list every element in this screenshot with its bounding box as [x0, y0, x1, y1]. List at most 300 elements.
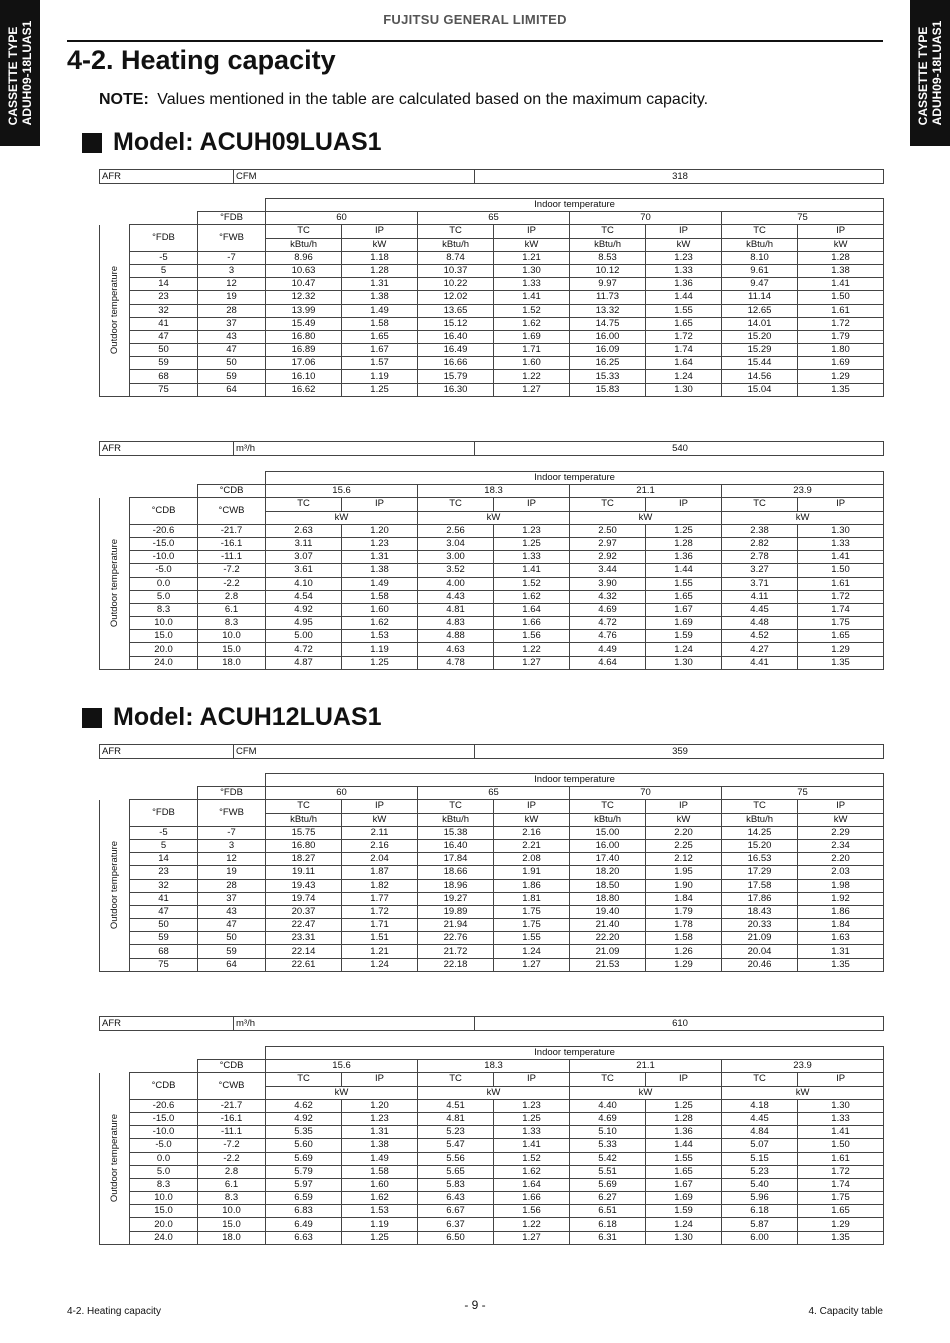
outdoor-wb-cell: 15.0 — [198, 643, 266, 656]
tc-value: 14.01 — [722, 317, 798, 330]
ip-header: IP — [798, 800, 884, 813]
ip-value: 1.55 — [646, 577, 722, 590]
unit: kW — [266, 511, 418, 524]
tc-value: 4.51 — [418, 1099, 494, 1112]
ip-value: 1.19 — [342, 1218, 418, 1231]
ip-value: 1.60 — [342, 1178, 418, 1191]
tc-value: 4.72 — [266, 643, 342, 656]
table-row — [100, 1152, 884, 1165]
outdoor-wb-cell: 59 — [198, 945, 266, 958]
outdoor-wb-cell: 10.0 — [198, 630, 266, 643]
outdoor-temperature-label: Outdoor temperature — [108, 266, 120, 355]
ip-value: 1.41 — [494, 1139, 570, 1152]
tc-value: 4.76 — [570, 630, 646, 643]
ip-value: 1.91 — [494, 866, 570, 879]
tc-value: 17.40 — [570, 853, 646, 866]
tc-value: 17.06 — [266, 357, 342, 370]
ip-value: 2.20 — [646, 826, 722, 839]
ip-header: IP — [494, 800, 570, 813]
tc-value: 8.96 — [266, 251, 342, 264]
model-name: Model: ACUH09LUAS1 — [113, 128, 382, 156]
ip-value: 1.27 — [494, 1231, 570, 1244]
tc-value: 20.46 — [722, 958, 798, 971]
outdoor-wb-cell: 28 — [198, 304, 266, 317]
ip-value: 1.33 — [646, 264, 722, 277]
ip-value: 1.58 — [646, 932, 722, 945]
tc-ip-row — [100, 225, 884, 238]
ip-header: IP — [798, 1073, 884, 1086]
tc-value: 9.61 — [722, 264, 798, 277]
ip-value: 1.67 — [646, 603, 722, 616]
tc-value: 5.23 — [722, 1165, 798, 1178]
ip-value: 1.41 — [798, 551, 884, 564]
table-row — [100, 603, 884, 616]
ip-value: 1.25 — [342, 383, 418, 396]
ip-value: 2.12 — [646, 853, 722, 866]
afr-label: AFR — [100, 745, 234, 759]
table-row — [100, 826, 884, 839]
ip-value: 1.57 — [342, 357, 418, 370]
outdoor-temperature-label-cell — [100, 225, 130, 396]
tc-value: 16.40 — [418, 330, 494, 343]
square-bullet-icon — [82, 133, 102, 153]
tc-value: 22.76 — [418, 932, 494, 945]
tc-value: 3.61 — [266, 564, 342, 577]
tc-value: 16.00 — [570, 330, 646, 343]
ip-value: 1.41 — [798, 1126, 884, 1139]
tc-value: 5.40 — [722, 1178, 798, 1191]
tc-value: 5.60 — [266, 1139, 342, 1152]
unit: kW — [570, 1086, 722, 1099]
tc-value: 21.09 — [722, 932, 798, 945]
blank-cell — [100, 212, 198, 225]
ip-value: 1.60 — [494, 357, 570, 370]
tc-value: 5.51 — [570, 1165, 646, 1178]
ip-value: 2.16 — [494, 826, 570, 839]
ip-value: 1.56 — [494, 630, 570, 643]
tc-value: 2.97 — [570, 537, 646, 550]
tc-value: 16.30 — [418, 383, 494, 396]
indoor-temperature-label: Indoor temperature — [266, 472, 884, 485]
tc-value: 15.04 — [722, 383, 798, 396]
outdoor-db-cell: 10.0 — [130, 1192, 198, 1205]
ip-value: 1.36 — [646, 551, 722, 564]
ip-value: 1.38 — [342, 564, 418, 577]
ip-value: 1.24 — [342, 958, 418, 971]
tc-ip-row — [100, 498, 884, 511]
tc-value: 4.45 — [722, 1112, 798, 1125]
tc-value: 3.71 — [722, 577, 798, 590]
tc-value: 5.10 — [570, 1126, 646, 1139]
outdoor-db-cell: 68 — [130, 370, 198, 383]
ip-value: 1.56 — [494, 1205, 570, 1218]
ip-value: 1.69 — [798, 357, 884, 370]
indoor-label-row — [100, 472, 884, 485]
tc-header: TC — [418, 1073, 494, 1086]
afr-label: AFR — [100, 170, 234, 184]
indoor-temp: 60 — [266, 787, 418, 800]
unit: kW — [570, 511, 722, 524]
ip-value: 1.74 — [646, 344, 722, 357]
ip-value: 1.64 — [494, 1178, 570, 1191]
ip-value: 1.58 — [342, 590, 418, 603]
tc-value: 5.96 — [722, 1192, 798, 1205]
table-row — [100, 304, 884, 317]
indoor-temp: 75 — [722, 212, 884, 225]
ip-value: 2.03 — [798, 866, 884, 879]
outdoor-wb-cell: 12 — [198, 278, 266, 291]
ip-value: 1.33 — [494, 278, 570, 291]
ip-value: 1.58 — [342, 1165, 418, 1178]
indoor-temp: 21.1 — [570, 1060, 722, 1073]
outdoor-wb-cell: 6.1 — [198, 1178, 266, 1191]
ip-value: 1.66 — [494, 1192, 570, 1205]
tc-value: 3.11 — [266, 537, 342, 550]
indoor-unit: °FDB — [198, 787, 266, 800]
tc-value: 14.56 — [722, 370, 798, 383]
ip-value: 1.62 — [342, 1192, 418, 1205]
tc-value: 6.31 — [570, 1231, 646, 1244]
outdoor-wb-cell: 3 — [198, 839, 266, 852]
tc-value: 10.12 — [570, 264, 646, 277]
table-row — [100, 1192, 884, 1205]
tc-value: 19.74 — [266, 892, 342, 905]
capacity-table — [99, 198, 884, 397]
afr-table — [99, 169, 884, 184]
tc-header: TC — [722, 498, 798, 511]
outdoor-temperature-label: Outdoor temperature — [108, 539, 120, 628]
ip-value: 1.23 — [494, 1099, 570, 1112]
outdoor-wb-cell: 2.8 — [198, 1165, 266, 1178]
outdoor-wb-cell: 6.1 — [198, 603, 266, 616]
outdoor-wb-cell: 12 — [198, 853, 266, 866]
ip-value: 1.25 — [494, 537, 570, 550]
tc-value: 8.53 — [570, 251, 646, 264]
outdoor-temperature-label-cell — [100, 498, 130, 669]
tc-value: 2.92 — [570, 551, 646, 564]
tc-unit: kBtu/h — [722, 813, 798, 826]
table-row — [100, 945, 884, 958]
tc-header: TC — [266, 225, 342, 238]
ip-value: 1.30 — [646, 383, 722, 396]
ip-value: 1.18 — [342, 251, 418, 264]
ip-value: 1.30 — [646, 1231, 722, 1244]
afr-value: 540 — [475, 442, 884, 456]
tc-value: 15.83 — [570, 383, 646, 396]
outdoor-wb-cell: -7 — [198, 251, 266, 264]
table-row — [100, 879, 884, 892]
ip-value: 1.58 — [342, 317, 418, 330]
capacity-table — [99, 773, 884, 972]
tc-value: 22.47 — [266, 919, 342, 932]
tc-unit: kBtu/h — [418, 813, 494, 826]
outdoor-db-cell: 50 — [130, 344, 198, 357]
blank-cell — [100, 472, 266, 485]
tc-value: 16.80 — [266, 330, 342, 343]
outdoor-db-cell: 20.0 — [130, 643, 198, 656]
ip-value: 1.62 — [494, 1165, 570, 1178]
indoor-temp: 15.6 — [266, 485, 418, 498]
afr-row — [100, 1017, 884, 1031]
ip-value: 1.29 — [646, 958, 722, 971]
tc-value: 14.25 — [722, 826, 798, 839]
tc-value: 6.51 — [570, 1205, 646, 1218]
ip-value: 1.79 — [646, 905, 722, 918]
outdoor-db-cell: 14 — [130, 278, 198, 291]
table-row — [100, 537, 884, 550]
ip-value: 1.38 — [342, 1139, 418, 1152]
blank-cell — [100, 199, 266, 212]
table-row — [100, 357, 884, 370]
indoor-temp-row — [100, 787, 884, 800]
indoor-temp: 70 — [570, 787, 722, 800]
ip-value: 1.30 — [798, 524, 884, 537]
table-row — [100, 264, 884, 277]
tc-value: 22.18 — [418, 958, 494, 971]
ip-value: 1.98 — [798, 879, 884, 892]
tc-value: 11.73 — [570, 291, 646, 304]
indoor-temperature-label: Indoor temperature — [266, 199, 884, 212]
indoor-temp: 75 — [722, 787, 884, 800]
ip-value: 1.41 — [494, 291, 570, 304]
tc-value: 4.92 — [266, 603, 342, 616]
outdoor-wb-cell: 3 — [198, 264, 266, 277]
outdoor-wb-cell: 64 — [198, 383, 266, 396]
ip-value: 1.53 — [342, 1205, 418, 1218]
ip-value: 1.23 — [646, 251, 722, 264]
side-tab-line2: ADUH09-18LUAS1 — [930, 20, 944, 126]
table-row — [100, 251, 884, 264]
unit: kW — [418, 1086, 570, 1099]
tc-value: 21.40 — [570, 919, 646, 932]
ip-value: 1.78 — [646, 919, 722, 932]
table-row — [100, 1099, 884, 1112]
indoor-temp: 23.9 — [722, 1060, 884, 1073]
tc-value: 4.95 — [266, 617, 342, 630]
ip-value: 1.28 — [342, 264, 418, 277]
table-row — [100, 577, 884, 590]
tc-header: TC — [266, 1073, 342, 1086]
table-row — [100, 919, 884, 932]
ip-unit: kW — [646, 813, 722, 826]
tc-header: TC — [266, 800, 342, 813]
unit: kW — [722, 511, 884, 524]
table-row — [100, 291, 884, 304]
ip-unit: kW — [494, 238, 570, 251]
ip-value: 1.23 — [342, 537, 418, 550]
ip-value: 1.62 — [494, 590, 570, 603]
outdoor-wb-cell: 10.0 — [198, 1205, 266, 1218]
outdoor-db-cell: 47 — [130, 330, 198, 343]
ip-value: 1.44 — [646, 564, 722, 577]
outdoor-wb-cell: 43 — [198, 905, 266, 918]
indoor-temp: 18.3 — [418, 1060, 570, 1073]
tc-value: 18.66 — [418, 866, 494, 879]
ip-value: 1.41 — [798, 278, 884, 291]
ip-value: 1.31 — [798, 945, 884, 958]
ip-header: IP — [494, 1073, 570, 1086]
table-row — [100, 1165, 884, 1178]
ip-value: 2.08 — [494, 853, 570, 866]
table-row — [100, 1139, 884, 1152]
ip-header: IP — [798, 225, 884, 238]
ip-value: 1.29 — [798, 1218, 884, 1231]
ip-unit: kW — [494, 813, 570, 826]
tc-value: 6.67 — [418, 1205, 494, 1218]
ip-value: 1.30 — [798, 1099, 884, 1112]
ip-value: 1.67 — [646, 1178, 722, 1191]
tc-value: 3.52 — [418, 564, 494, 577]
afr-value: 610 — [475, 1017, 884, 1031]
ip-unit: kW — [798, 813, 884, 826]
tc-value: 8.74 — [418, 251, 494, 264]
side-tab-line1: CASSETTE TYPE — [6, 26, 20, 126]
ip-value: 1.71 — [494, 344, 570, 357]
tc-value: 16.53 — [722, 853, 798, 866]
tc-value: 16.49 — [418, 344, 494, 357]
ip-value: 1.65 — [798, 1205, 884, 1218]
ip-value: 1.25 — [494, 1112, 570, 1125]
tc-value: 5.65 — [418, 1165, 494, 1178]
tc-value: 10.22 — [418, 278, 494, 291]
outdoor-wb-cell: -7 — [198, 826, 266, 839]
tc-value: 13.99 — [266, 304, 342, 317]
tc-value: 18.43 — [722, 905, 798, 918]
ip-value: 1.81 — [494, 892, 570, 905]
indoor-unit: °CDB — [198, 485, 266, 498]
tc-value: 3.44 — [570, 564, 646, 577]
tc-value: 23.31 — [266, 932, 342, 945]
table-row — [100, 1205, 884, 1218]
tc-value: 4.48 — [722, 617, 798, 630]
tc-header: TC — [570, 1073, 646, 1086]
ip-value: 1.50 — [798, 291, 884, 304]
capacity-table — [99, 471, 884, 670]
outdoor-wb-unit: °FWB — [198, 225, 266, 251]
tc-unit: kBtu/h — [418, 238, 494, 251]
ip-value: 1.65 — [646, 317, 722, 330]
outdoor-temperature-label: Outdoor temperature — [108, 841, 120, 930]
tc-value: 18.50 — [570, 879, 646, 892]
afr-unit: m³/h — [234, 442, 475, 456]
indoor-temp: 65 — [418, 787, 570, 800]
indoor-label-row — [100, 1047, 884, 1060]
tc-value: 21.94 — [418, 919, 494, 932]
side-tab-line2: ADUH09-18LUAS1 — [20, 20, 34, 126]
tc-value: 6.18 — [722, 1205, 798, 1218]
outdoor-wb-cell: -21.7 — [198, 524, 266, 537]
ip-value: 1.33 — [494, 1126, 570, 1139]
ip-value: 1.31 — [342, 551, 418, 564]
tc-value: 4.69 — [570, 603, 646, 616]
outdoor-db-cell: 75 — [130, 383, 198, 396]
outdoor-db-cell: 41 — [130, 892, 198, 905]
ip-value: 2.16 — [342, 839, 418, 852]
tc-value: 5.83 — [418, 1178, 494, 1191]
outdoor-db-cell: 75 — [130, 958, 198, 971]
unit: kW — [722, 1086, 884, 1099]
ip-value: 1.25 — [342, 656, 418, 669]
tc-value: 21.72 — [418, 945, 494, 958]
table-row — [100, 905, 884, 918]
side-tab-line1: CASSETTE TYPE — [916, 26, 930, 126]
afr-label: AFR — [100, 442, 234, 456]
tc-value: 15.44 — [722, 357, 798, 370]
tc-value: 15.33 — [570, 370, 646, 383]
tc-value: 10.47 — [266, 278, 342, 291]
tc-value: 4.40 — [570, 1099, 646, 1112]
ip-value: 1.25 — [646, 524, 722, 537]
tc-value: 4.52 — [722, 630, 798, 643]
footer-right: 4. Capacity table — [808, 1306, 883, 1317]
ip-value: 1.82 — [342, 879, 418, 892]
ip-value: 1.65 — [646, 1165, 722, 1178]
outdoor-wb-cell: -16.1 — [198, 1112, 266, 1125]
unit: kW — [266, 1086, 418, 1099]
tc-value: 13.32 — [570, 304, 646, 317]
ip-value: 1.35 — [798, 1231, 884, 1244]
tc-value: 2.78 — [722, 551, 798, 564]
ip-value: 1.36 — [646, 278, 722, 291]
tc-ip-row — [100, 800, 884, 813]
ip-value: 1.24 — [646, 1218, 722, 1231]
ip-value: 2.29 — [798, 826, 884, 839]
outdoor-db-cell: -5 — [130, 251, 198, 264]
ip-value: 1.20 — [342, 1099, 418, 1112]
ip-value: 1.62 — [342, 617, 418, 630]
tc-value: 2.50 — [570, 524, 646, 537]
tc-value: 16.66 — [418, 357, 494, 370]
outdoor-db-cell: 0.0 — [130, 577, 198, 590]
ip-value: 1.49 — [342, 304, 418, 317]
tc-value: 5.15 — [722, 1152, 798, 1165]
tc-value: 4.00 — [418, 577, 494, 590]
tc-value: 3.00 — [418, 551, 494, 564]
outdoor-db-cell: 23 — [130, 866, 198, 879]
tc-value: 5.47 — [418, 1139, 494, 1152]
indoor-temp: 60 — [266, 212, 418, 225]
model-name: Model: ACUH12LUAS1 — [113, 703, 382, 731]
tc-value: 18.80 — [570, 892, 646, 905]
indoor-temperature-label: Indoor temperature — [266, 774, 884, 787]
ip-value: 1.24 — [646, 643, 722, 656]
ip-value: 1.72 — [342, 905, 418, 918]
page-number: - 9 - — [464, 1298, 486, 1312]
ip-value: 1.86 — [494, 879, 570, 892]
ip-value: 1.74 — [798, 1178, 884, 1191]
ip-value: 1.84 — [798, 919, 884, 932]
tc-value: 15.00 — [570, 826, 646, 839]
tc-value: 4.64 — [570, 656, 646, 669]
ip-value: 1.30 — [494, 264, 570, 277]
outdoor-wb-cell: 47 — [198, 344, 266, 357]
ip-value: 1.66 — [494, 617, 570, 630]
outdoor-wb-cell: -7.2 — [198, 564, 266, 577]
ip-unit: kW — [798, 238, 884, 251]
table-row — [100, 564, 884, 577]
tc-value: 22.20 — [570, 932, 646, 945]
tc-value: 12.65 — [722, 304, 798, 317]
tc-value: 6.00 — [722, 1231, 798, 1244]
outdoor-db-cell: -5.0 — [130, 564, 198, 577]
table-row — [100, 383, 884, 396]
tc-value: 4.11 — [722, 590, 798, 603]
outdoor-wb-cell: 47 — [198, 919, 266, 932]
afr-value: 318 — [475, 170, 884, 184]
ip-value: 1.64 — [494, 603, 570, 616]
ip-unit: kW — [342, 238, 418, 251]
unit: kW — [418, 511, 570, 524]
